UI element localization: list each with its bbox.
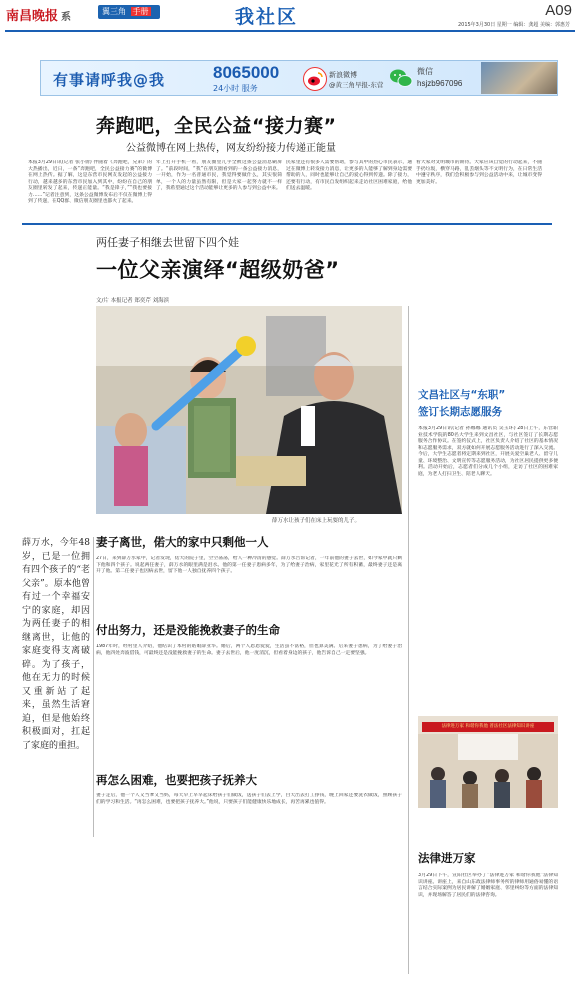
article1-col3: 民家里还有很多人需要帮助，参与其中的热心市民表示，通过在微博上转发接力消息，让更多的人能够了解到身边需要帮助的人，同时也能够让自己的爱心得到传递。除了接力，还要有行动，有市民自发组织起来走访社区困难家庭，给他们送去温暖。 [286,160,412,191]
article2-body2: 1987年时，经村里人介绍，他结识了本村的姑娘薛亚华。婚后，两个人恩恩爱爱，生活虽不富裕，但也算美满。后来妻子患病，为了给妻子治病，他四处奔波借钱，可最终还是没能挽救妻子的生命。妻子去世后，他一度消沉，但看着身边的孩子，他告诉自己一定要坚强。 [96,644,402,656]
sub-brand-badge [98,5,160,19]
article4-body: 3月29日下午，宣阳社区举办了“法律进万家 和谐你我他”法律知识讲座。讲座上，来自山东政法律师事务所的律师用通俗易懂的语言结合实际案例为居民讲解了婚姻家庭、邻里纠纷等方面的法律知识，并现场解答了居民们的法律咨询。 [418,873,558,898]
article2-heading3: 再怎么困难，也要把孩子抚养大 [96,773,257,787]
article3-body: 本报3月29日讯(记者 孙娜娜 通讯员 吴玉环) 28日上午，东营职业技术学院的80名大学生来到文昌社区，与社区签订了长期志愿服务合作协议。在签约仪式上，社区负责人介绍了社区的基本情况和志愿服务需求，双方就如何开展志愿服务活动进行了深入交流。今后，大学生志愿者将定期来到社区，开展关爱空巢老人、留守儿童、环境整治、文明宣传等志愿服务活动，为社区居民提供更多便利。活动开始后，志愿者们分成几个小组，走访了社区的困难家庭，为老人打扫卫生、陪老人聊天。 [418,426,558,477]
sub-brand-label: 翼三角 [102,7,126,16]
article3-title: 文昌社区与“东职” [418,389,506,401]
banner-phone-note: 24小时 服务 [213,84,258,93]
newspaper-logo [6,5,71,24]
contact-banner [40,60,558,96]
weibo-label: 新浪微博 [329,71,357,79]
article3-photo [418,716,558,808]
article2-heading1: 妻子离世，偌大的家中只剩他一人 [96,535,269,549]
photo-banner: 法律进万家 和谐你我他 普法社区法律知识讲座 [422,722,554,732]
article2-sidebar: 薛万水，今年48岁，已是一位拥有四个孩子的“老父亲”。原本他曾有过一个幸福安宁的家庭，却因为两任妻子的相继离世，让他的家庭变得支离破碎。为了孩子，他在无力的时候又重新站了起来，虽然生活窘迫，但是他始终积极面对，扛起了家庭的重担。 [22,538,90,751]
article2-byline: 文/片 本报记者 郑奕芹 刘海滨 [96,298,170,304]
header-rule [5,30,575,32]
column-divider [408,306,409,974]
masthead [0,0,580,30]
section-title: 我社区 [235,6,299,28]
sidebar-divider [93,537,94,837]
article1-subtitle: 公益微博在网上热传，网友纷纷接力传递正能量 [126,143,336,154]
article2-kicker: 两任妻子相继去世留下四个娃 [96,236,239,249]
article1-title: 奔跑吧，全民公益“接力赛” [96,115,337,137]
photo-caption: 薛万水让孩子们在床上玩耍的儿子。 [272,518,361,524]
banner-photo [481,62,557,94]
article2-body1: 27日，来到薛万水家中，记者发现，偌大的院子里，空空荡荡，给人一种冷清的感觉。薛万水告诉记者，一年前他的妻子去世，如今家中就只剩下他和四个孩子。说起两任妻子，薛万水的眼里满是泪水。他的第一任妻子患病多年，为了给妻子治病，家里花光了所有积蓄，最终妻子还是离开了他。第二任妻子也因病去世，留下他一人独自抚养四个孩子。 [96,556,402,574]
article2-title: 一位父亲演绎“超级奶爸” [96,258,340,282]
article4-title: 法律进万家 [418,851,476,865]
weibo-icon [303,67,327,91]
article2-photo [96,306,402,514]
article2-body3: 妻子走后，他一个人又当爹又当妈，每天早上早早起床给孩子们做饭，送孩子们去上学，白天出去打工挣钱，晚上回家还要洗衣做饭，照顾孩子们的学习和生活。“再怎么困难，也要把孩子抚养大。”他说，只要孩子们能健康快乐地成长，再苦再累也值得。 [96,793,402,805]
logo-text: 南昌晚报 [6,9,59,24]
banner-phone: 8065000 [213,63,280,82]
article1-col1: 本报3月29日讯(记者 张小倩) 伴随着《奔跑吧，兄弟》的大热播出，近日，一条“奔跑吧，全民公益接力赛”的微博在网上热传。据了解，这是东营市民网友发起的公益接力行动，越来越多的东营市民加入到其中，纷纷在自己的朋友圈里转发了起来，传递正能量。“我是锋子，”“我也要接力……”记者注意到，这条公益微博发布后不仅在微博上得到了传递，在QQ群、微信朋友圈里也都火了起来。 [28,160,152,204]
page-number: A09 [545,2,572,19]
article3-title-line2: 签订长期志愿服务 [418,406,502,418]
logo-suffix: 系 [61,12,72,23]
article1-col4: 看大家对文明城市的期待。大家应该自觉的行动起来，不随手扔垃圾，横穿马路，乱丢烟头等不文明行为，在日常生活中遵守秩序，我们会积极参与到公益活动中来，让城市变得更加美好。 [416,160,542,185]
wechat-handle: hsjzb967096 [417,79,463,88]
article2-heading2: 付出努力，还是没能挽救妻子的生命 [96,623,280,637]
wechat-icon [389,67,413,89]
wechat-label: 微信 [417,67,433,76]
sub-brand-tag: 手册 [132,7,149,16]
article1-col2: 年上打开手机一看，朋友圈里几乎全被这条公益消息刷屏了。“前段时间，“我”在朋友圈看到的一条公益接力消息，一开始，作为一名普通市民，我觉得要做什么，其实很简单，一个人的力量虽然有限，但是大家一起努力就不一样了，我希望通过这个活动能够让更多的人参与到公益中来。 [156,160,282,191]
article1-rule [22,223,552,225]
banner-slogan: 有事请呼我@我 [53,71,166,89]
weibo-handle: @黄三角早报-东营 [329,81,384,89]
date-editor-line: 2015年3月30日 星期一 编辑：龚超 美编：郭惠芳 [457,22,570,28]
